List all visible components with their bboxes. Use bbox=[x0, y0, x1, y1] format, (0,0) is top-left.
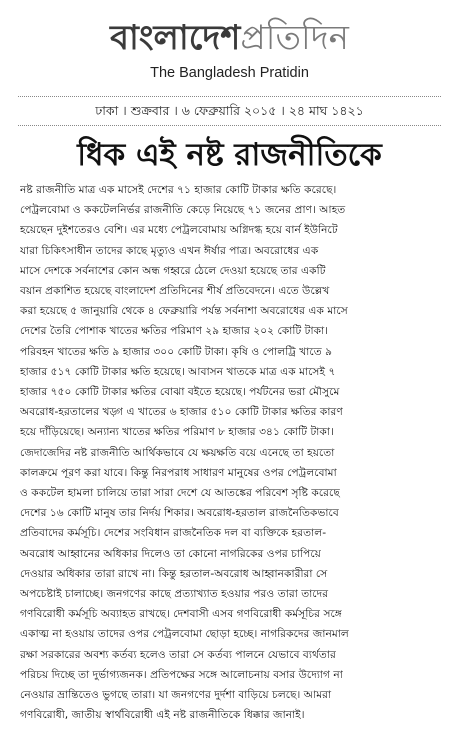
article-line: মাসে দেশকে সর্বনাশের কোন অন্ধ গহ্বরে ঠেলে দেওয়া হয়েছে তার একটি bbox=[20, 263, 326, 277]
article-line: অবরোধ-হরতালের খড়্গ এ খাতের ৬ হাজার ৫১০ কোটি টাকার ক্ষতির কারণ bbox=[20, 405, 343, 419]
article-line: করা হয়েছে ৫ জানুয়ারি থেকে ৪ ফেব্রুয়ারি পর্যন্ত সর্বনাশা অবরোধের এক মাসে bbox=[20, 304, 348, 318]
article-line: জেদাজেদির নষ্ট রাজনীতি আর্থিকভাবে যে ক্ষয়ক্ষতি বয়ে এনেছে তা হয়তো bbox=[20, 445, 335, 459]
article-line: দেওয়ার অধিকার তারা রাখে না। কিন্তু হরতাল-অবরোধ আহ্বানকারীরা সে bbox=[20, 566, 328, 580]
article-line: রক্ষা সরকারের অবশ্য কর্তব্য হলেও তারা সে কর্তব্য পালনে যেভাবে ব্যর্থতার bbox=[20, 647, 336, 661]
article-line: গণবিরোধী, জাতীয় স্বার্থবিরোধী এই নষ্ট রাজনীতিকে ধিক্কার জানাই। bbox=[20, 708, 305, 722]
dateline-band bbox=[18, 96, 441, 126]
article-line: কালক্রমে পূরণ করা যাবে। কিন্তু নিরপরাধ সাধারণ মানুষের ওপর পেট্রলবোমা bbox=[20, 465, 337, 479]
article-line: বয়ান প্রকাশিত হয়েছে বাংলাদেশ প্রতিদিনের শীর্ষ প্রতিবেদনে। এতে উল্লেখ bbox=[20, 284, 330, 298]
masthead bbox=[0, 0, 459, 82]
logo-part-bangladesh: বাংলাদেশ bbox=[110, 18, 241, 58]
article-line: দেশের ১৬ কোটি মানুষ তার নির্দয় শিকার। অবরোধ-হরতাল রাজনৈতিকভাবে bbox=[20, 506, 339, 520]
article-line: হয়ে দাঁড়িয়েছে। অন্যান্য খাতের ক্ষতির পরিমাণ ৮ হাজার ৩৪১ কোটি টাকা। bbox=[20, 425, 334, 439]
newspaper-logo bbox=[110, 18, 349, 58]
article-line: একাত্ম না হওয়ায় তাদের ওপর পেট্রলবোমা ছোড়া হচ্ছে। নাগরিকদের জানমাল bbox=[20, 627, 349, 641]
article-line: অপচেষ্টাই চালাচ্ছে। জনগণের কাছে প্রত্যাখ্যাত হওয়ার পরও তারা তাদের bbox=[20, 587, 329, 601]
logo-part-pratidin: প্রতিদিন bbox=[240, 18, 349, 58]
article-line: পরিচয় দিচ্ছে তা দুর্ভাগ্যজনক। প্রতিপক্ষের সঙ্গে আলোচনায় বসার উদ্যোগ না bbox=[20, 667, 343, 681]
article-line: গণবিরোধী কর্মসূচি অব্যাহত রাখছে। দেশবাসী এসব গণবিরোধী কর্মসূচির সঙ্গে bbox=[20, 607, 342, 621]
article-line: হাজার ৭৫০ কোটি টাকার ক্ষতির বোঝা বইতে হয়েছে। পর্যটনের ভরা মৌসুমে bbox=[20, 385, 340, 399]
article-line: পেট্রলবোমা ও ককটেলনির্ভর রাজনীতি কেড়ে নিয়েছে ৭১ জনের প্রাণ। আহত bbox=[20, 203, 346, 217]
article-line: ও ককটেল হামলা চালিয়ে তারা সারা দেশে যে আতঙ্কের পরিবেশ সৃষ্টি করেছে bbox=[20, 486, 340, 500]
headline: ধিক এই নষ্ট রাজনীতিকে bbox=[77, 137, 382, 173]
article-line: নেওয়ার ভ্রান্তিতেও ভুগছে তারা। যা জনগণের দুর্দশা বাড়িয়ে চলছে। আমরা bbox=[20, 688, 332, 702]
article-line: যারা চিকিৎসাধীন তাদের কাছে মৃত্যুও এখন ঈর্ষার পাত্র। অবরোধের এক bbox=[20, 243, 319, 257]
article-body bbox=[20, 180, 439, 725]
article-line: নষ্ট রাজনীতি মাত্র এক মাসেই দেশের ৭১ হাজার কোটি টাকার ক্ষতি করেছে। bbox=[20, 183, 337, 196]
article-line: অবরোধ আহ্বানের অধিকার দিলেও তা কোনো নাগরিকের ওপর চাপিয়ে bbox=[20, 546, 321, 560]
english-title: The Bangladesh Pratidin bbox=[150, 65, 309, 81]
article-line: পরিবহন খাতের ক্ষতি ৯ হাজার ৩০০ কোটি টাকা। কৃষি ও পোলট্রি খাতে ৯ bbox=[20, 344, 333, 358]
article-line: হয়েছেন দুইশতেরও বেশি। এর মধ্যে পেট্রলবোমায় অগ্নিদগ্ধ হয়ে বার্ন ইউনিটে bbox=[20, 223, 338, 237]
dateline: ঢাকা । শুক্রবার । ৬ ফেব্রুয়ারি ২০১৫ । ২৪ মাঘ ১৪২১ bbox=[95, 103, 364, 118]
bottom-dotted-rule bbox=[18, 125, 441, 126]
article-line: হাজার ৫১৭ কোটি টাকার ক্ষতি হয়েছে। আবাসন খাতকে মাত্র এক মাসেই ৭ bbox=[20, 364, 336, 378]
article-line: দেশের তৈরি পোশাক খাতের ক্ষতির পরিমাণ ২৯ হাজার ২০২ কোটি টাকা। bbox=[20, 324, 328, 338]
article-line: প্রতিবাদের কর্মসূচি। দেশের সংবিধান রাজনৈতিক দল বা ব্যক্তিকে হরতাল- bbox=[20, 526, 327, 540]
